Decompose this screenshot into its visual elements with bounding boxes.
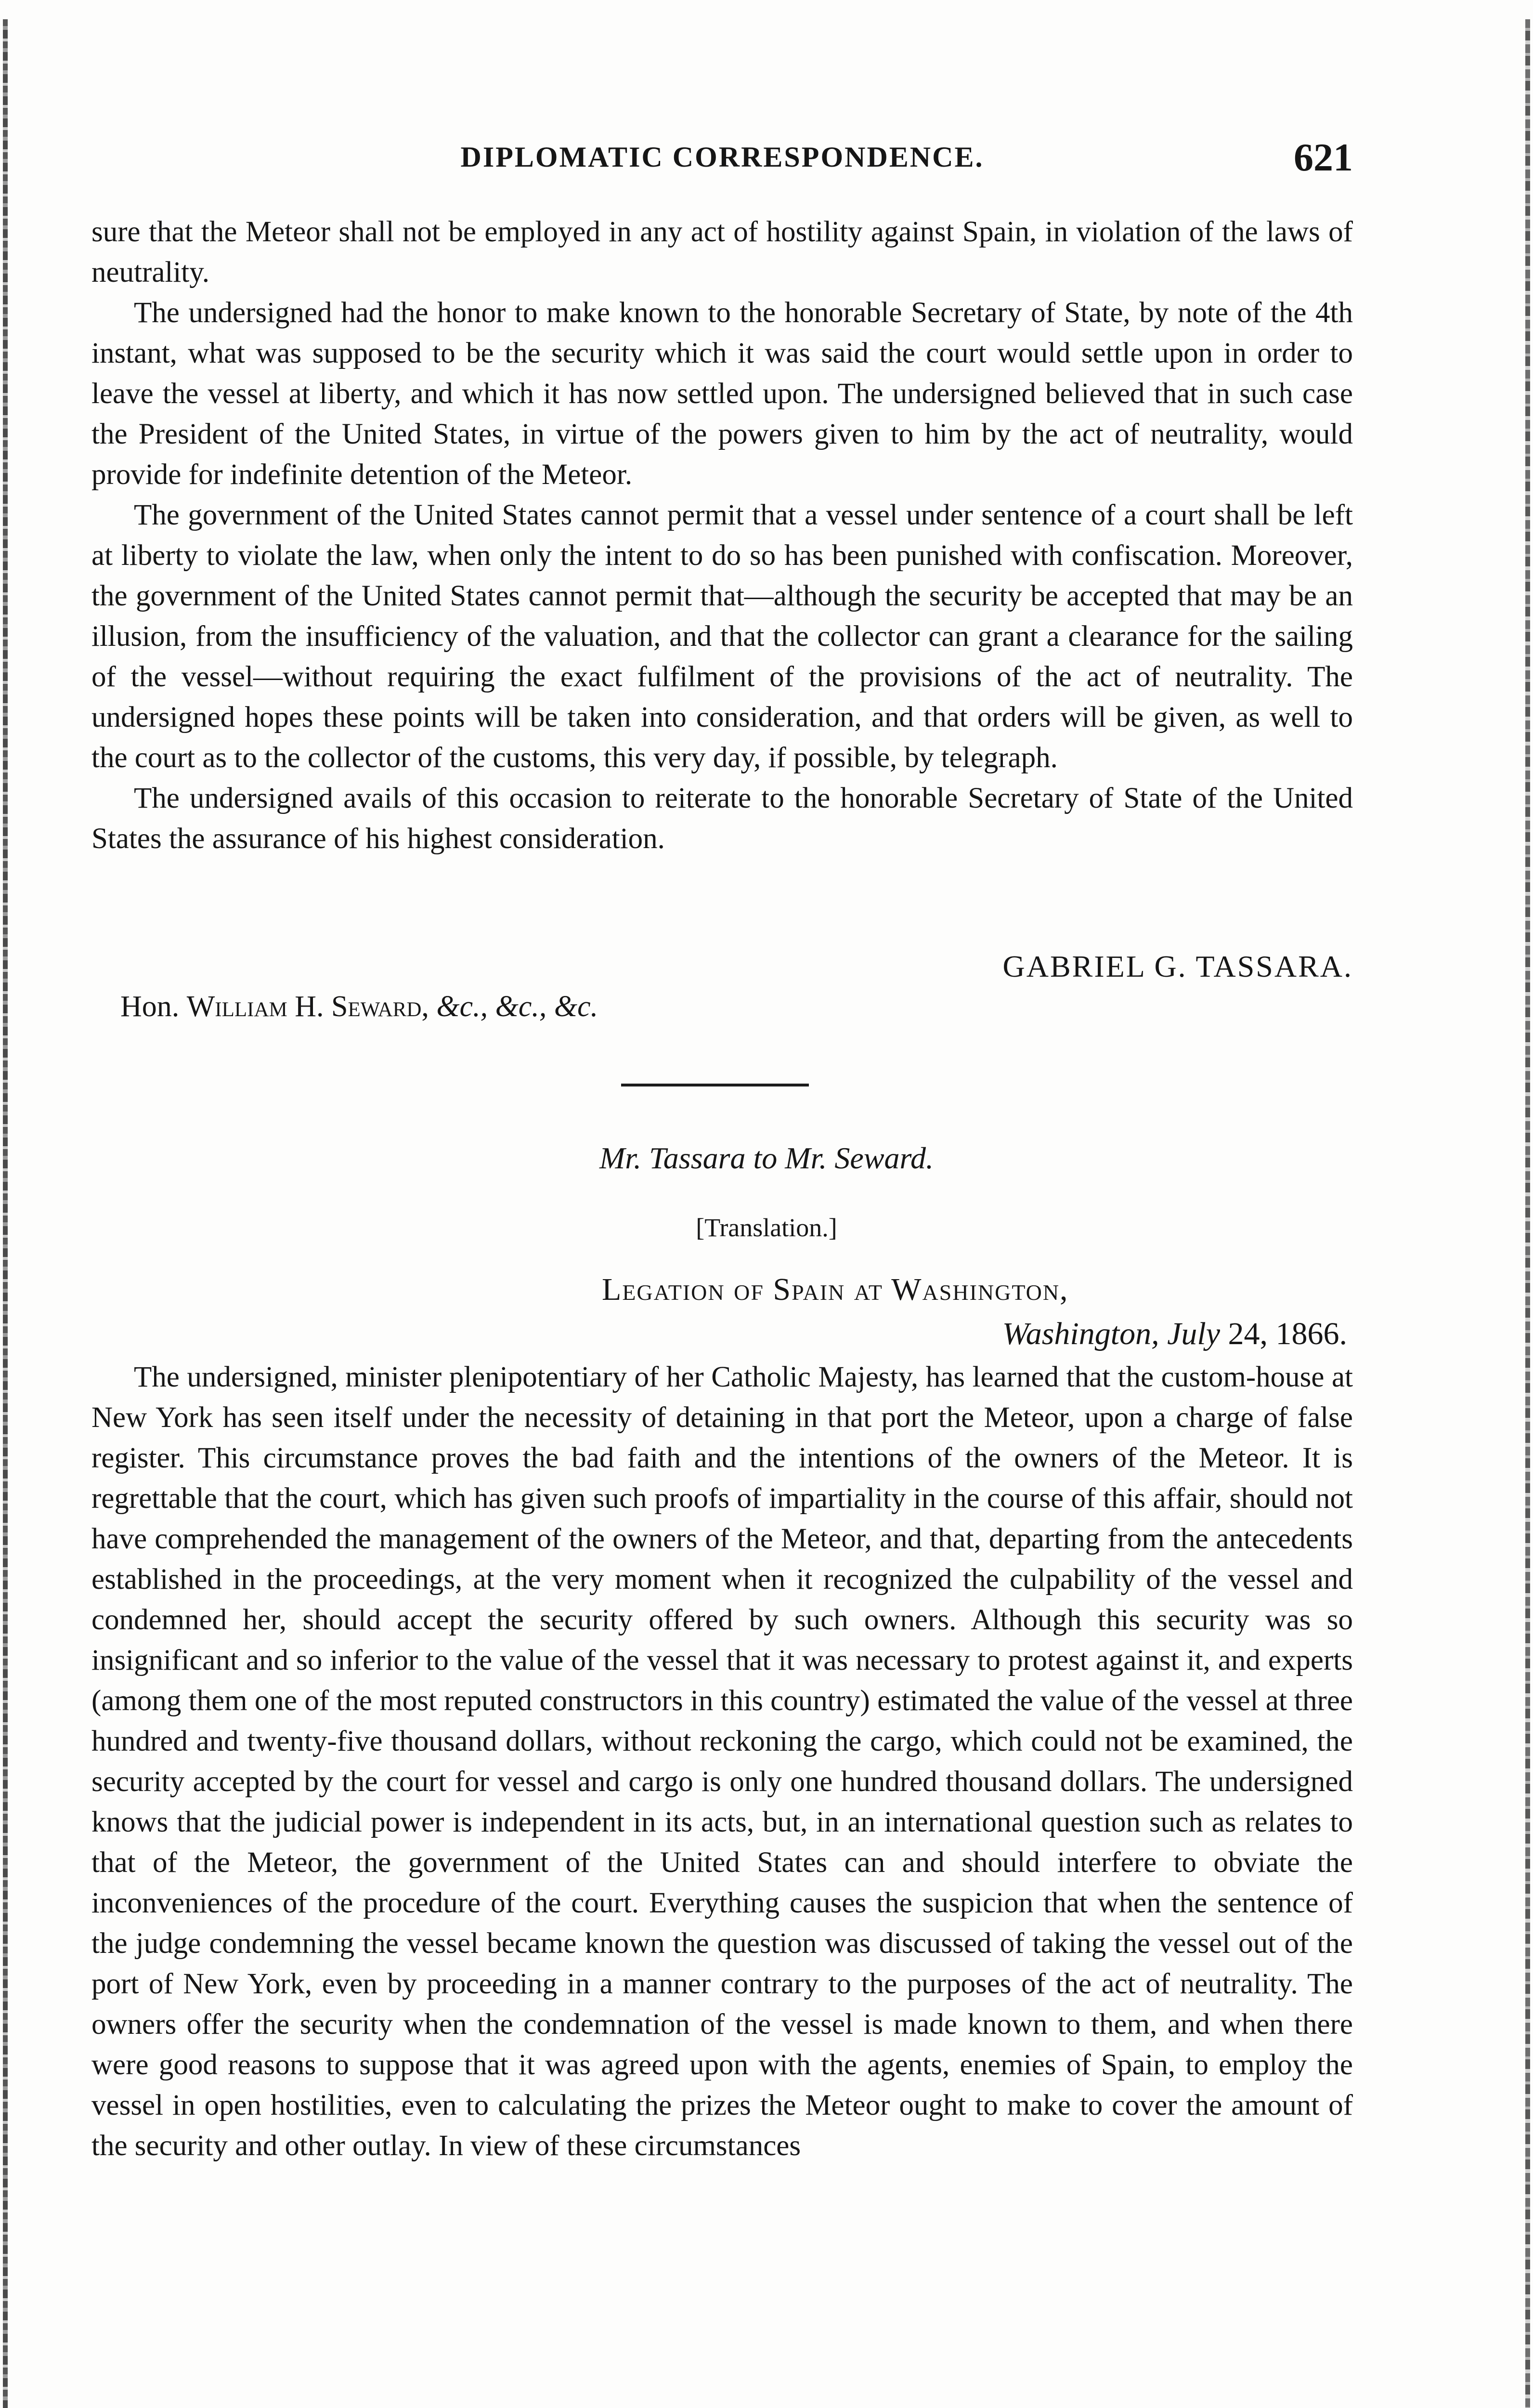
letter-title: Mr. Tassara to Mr. Seward.	[599, 1141, 934, 1175]
paragraph-security-note: The undersigned had the honor to make known to the honorable Secretary of State, by note of the 4th instant, what was supposed to be the security which it was said the court would settle upon in order to leave the vessel at liberty, and which it has now settled upon. The undersigned believed that in such case the President of the United States, in virtue of the powers given to him by the act of neutrality, would provide for indefinite detention of the Meteor.	[91, 297, 1353, 491]
addressee-name: William H. Seward,	[186, 990, 429, 1023]
legation-heading: Legation of Spain at Washington,	[602, 1272, 1069, 1307]
page-number: 621	[1294, 135, 1353, 179]
addressee-prefix: Hon.	[120, 990, 180, 1023]
paragraph-closing: The undersigned avails of this occasion to reiterate to the honorable Secretary of State of the United States the assurance of his highest consideration.	[91, 782, 1353, 855]
section-divider	[621, 1084, 809, 1086]
second-letter-paragraph: The undersigned, minister plenipotentiary of her Catholic Majesty, has learned that the custom-house at New York has seen itself under the necessity of detaining in that port the Meteor, upon a charge of false register. This circumstance proves the bad faith and the intentions of the owners of the Meteor. It is regrettable that the court, which has given such proofs of impartiality in the course of this affair, should not have comprehended the management of the owners of the Meteor, and that, departing from the antecedents established in the proceedings, at the very moment when it recognized the culpability of the vessel and condemned her, should accept the security offered by such owners. Although this security was so insignificant and so inferior to the value of the vessel that it was necessary to protest against it, and experts (among them one of the most reputed constructors in this country) estimated the value of the vessel at three hundred and twenty-five thousand dollars, without reckoning the cargo, which could not be examined, the security accepted by the court for vessel and cargo is only one hundred thousand dollars. The undersigned knows that the judicial power is independent in its acts, but, in an international question such as relates to that of the Meteor, the government of the United States can and should interfere to obviate the inconveniences of the procedure of the court. Everything causes the suspicion that when the sentence of the judge condemning the vessel became known the question was discussed of taking the vessel out of the port of New York, even by proceeding in a manner contrary to the purposes of the act of neutrality. The owners offer the security when the condemnation of the vessel is made known to them, and when there were good reasons to suppose that it was agreed upon with the agents, enemies of Spain, to employ the vessel in open hostilities, even to calculating the prizes the Meteor ought to make to cover the amount of the security and other outlay. In view of these circumstances	[91, 1361, 1353, 2162]
signature: GABRIEL G. TASSARA.	[1002, 949, 1353, 983]
translation-note: [Translation.]	[696, 1213, 837, 1242]
addressee-suffix: &c., &c., &c.	[436, 990, 598, 1023]
dateline-place: Washington, July	[1002, 1316, 1220, 1351]
dateline	[1002, 1316, 1347, 1352]
dateline-date: 24, 1866.	[1228, 1316, 1347, 1351]
second-letter-body	[91, 1357, 1353, 2166]
page-header	[91, 135, 1353, 188]
running-title: DIPLOMATIC CORRESPONDENCE.	[460, 141, 984, 173]
first-letter-body	[91, 212, 1353, 859]
paragraph-continuation: sure that the Meteor shall not be employed in any act of hostility against Spain, in violation of the laws of neutrality.	[91, 216, 1353, 288]
addressee-line	[120, 990, 598, 1024]
paragraph-neutrality: The government of the United States cannot permit that a vessel under sentence of a court shall be left at liberty to violate the law, when only the intent to do so has been punished with confiscation. Moreover, the government of the United States cannot permit that—although the security be accepted that may be an illusion, from the insufficiency of the valuation, and that the collector can grant a clearance for the sailing of the vessel—without requiring the exact fulfilment of the provisions of the act of neutrality. The undersigned hopes these points will be taken into consideration, and that orders will be given, as well to the court as to the collector of the customs, this very day, if possible, by telegraph.	[91, 499, 1353, 774]
